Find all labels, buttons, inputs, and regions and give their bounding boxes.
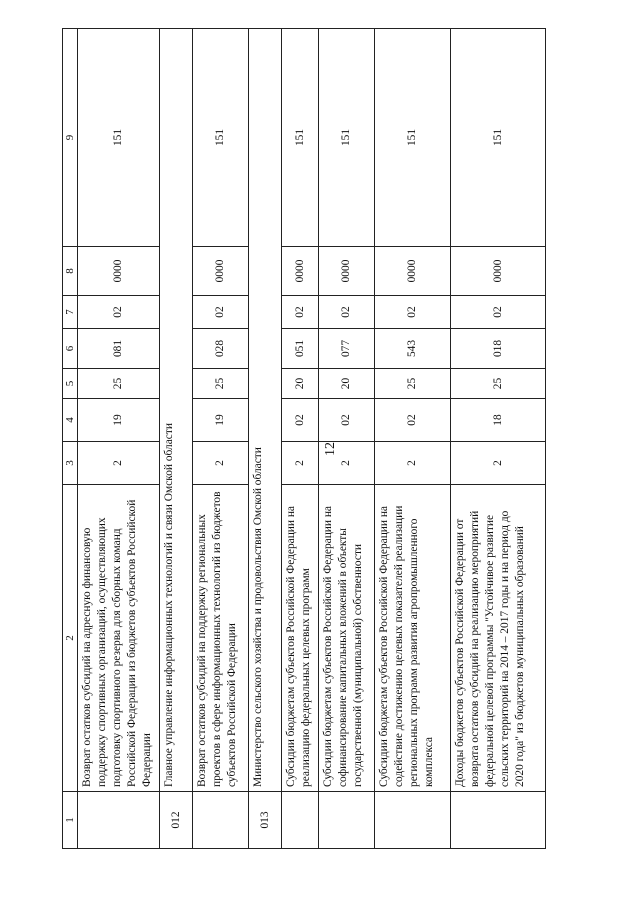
description-cell: Возврат остатков субсидий на адресную финансовую поддержку спортивных организаций, осуществляющих подготовку спортивного резерва для сборных команд Российской Федерации из бюджетов субъектов Российской Федерации <box>78 485 160 792</box>
code-cell: 02 <box>451 296 546 329</box>
code-cell: 25 <box>78 369 160 399</box>
page-number: 12 <box>323 442 338 456</box>
table-row <box>319 29 375 849</box>
code-cell: 151 <box>451 29 546 247</box>
table-row <box>193 29 249 849</box>
code-cell: 051 <box>282 329 319 369</box>
code-cell: 2 <box>319 442 375 485</box>
table-row <box>451 29 546 849</box>
admin-code-cell <box>78 792 160 849</box>
admin-code-cell: 012 <box>160 792 193 849</box>
budget-classification-table <box>62 28 546 849</box>
code-cell: 0000 <box>282 247 319 296</box>
admin-code-cell <box>282 792 319 849</box>
code-cell: 543 <box>375 329 451 369</box>
code-cell: 2 <box>78 442 160 485</box>
column-header: 1 <box>63 792 78 849</box>
table-row <box>78 29 160 849</box>
code-cell: 20 <box>282 369 319 399</box>
code-cell: 0000 <box>451 247 546 296</box>
code-cell: 02 <box>319 399 375 442</box>
code-cell: 19 <box>193 399 249 442</box>
code-cell: 25 <box>193 369 249 399</box>
section-title-cell: Министерство сельского хозяйства и продовольствия Омской области <box>249 29 282 792</box>
code-cell: 02 <box>375 399 451 442</box>
header-row <box>63 29 78 849</box>
code-cell: 0000 <box>193 247 249 296</box>
code-cell: 0000 <box>78 247 160 296</box>
code-cell: 25 <box>451 369 546 399</box>
code-cell: 20 <box>319 369 375 399</box>
admin-code-cell <box>319 792 375 849</box>
code-cell: 151 <box>375 29 451 247</box>
code-cell: 02 <box>78 296 160 329</box>
column-header: 7 <box>63 296 78 329</box>
code-cell: 151 <box>319 29 375 247</box>
code-cell: 02 <box>282 296 319 329</box>
section-row <box>160 29 193 849</box>
column-header: 8 <box>63 247 78 296</box>
description-cell: Субсидии бюджетам субъектов Российской Федерации на софинансирование капитальных вложений в объекты государственной (муниципальной) собственности <box>319 485 375 792</box>
code-cell: 2 <box>193 442 249 485</box>
admin-code-cell <box>375 792 451 849</box>
code-cell: 25 <box>375 369 451 399</box>
admin-code-cell: 013 <box>249 792 282 849</box>
admin-code-cell <box>193 792 249 849</box>
code-cell: 077 <box>319 329 375 369</box>
description-cell: Субсидии бюджетам субъектов Российской Федерации на реализацию федеральных целевых программ <box>282 485 319 792</box>
code-cell: 2 <box>282 442 319 485</box>
table-row <box>282 29 319 849</box>
admin-code-cell <box>451 792 546 849</box>
section-title-cell: Главное управление информационных технологий и связи Омской области <box>160 29 193 792</box>
code-cell: 02 <box>319 296 375 329</box>
column-header: 4 <box>63 399 78 442</box>
column-header: 5 <box>63 369 78 399</box>
description-cell: Субсидии бюджетам субъектов Российской Федерации на содействие достижению целевых показателей реализации региональных программ развития агропромышленного комплекса <box>375 485 451 792</box>
code-cell: 151 <box>78 29 160 247</box>
description-cell: Доходы бюджетов субъектов Российской Федерации от возврата остатков субсидий на реализацию мероприятий федеральной целевой программы "Устойчивое развитие сельских территорий на 2014 – 2017 годы и на период до 2020 года" из бюджетов муниципальных образований <box>451 485 546 792</box>
code-cell: 018 <box>451 329 546 369</box>
code-cell: 081 <box>78 329 160 369</box>
code-cell: 2 <box>375 442 451 485</box>
section-row <box>249 29 282 849</box>
column-header: 3 <box>63 442 78 485</box>
description-cell: Возврат остатков субсидий на поддержку региональных проектов в сфере информационных технологий из бюджетов субъектов Российской Федерации <box>193 485 249 792</box>
code-cell: 2 <box>451 442 546 485</box>
code-cell: 18 <box>451 399 546 442</box>
code-cell: 0000 <box>319 247 375 296</box>
code-cell: 0000 <box>375 247 451 296</box>
column-header: 9 <box>63 29 78 247</box>
table-row <box>375 29 451 849</box>
code-cell: 02 <box>193 296 249 329</box>
column-header: 2 <box>63 485 78 792</box>
code-cell: 02 <box>375 296 451 329</box>
column-header: 6 <box>63 329 78 369</box>
code-cell: 151 <box>193 29 249 247</box>
code-cell: 151 <box>282 29 319 247</box>
code-cell: 028 <box>193 329 249 369</box>
rotated-table-wrapper <box>62 29 622 849</box>
code-cell: 02 <box>282 399 319 442</box>
code-cell: 19 <box>78 399 160 442</box>
